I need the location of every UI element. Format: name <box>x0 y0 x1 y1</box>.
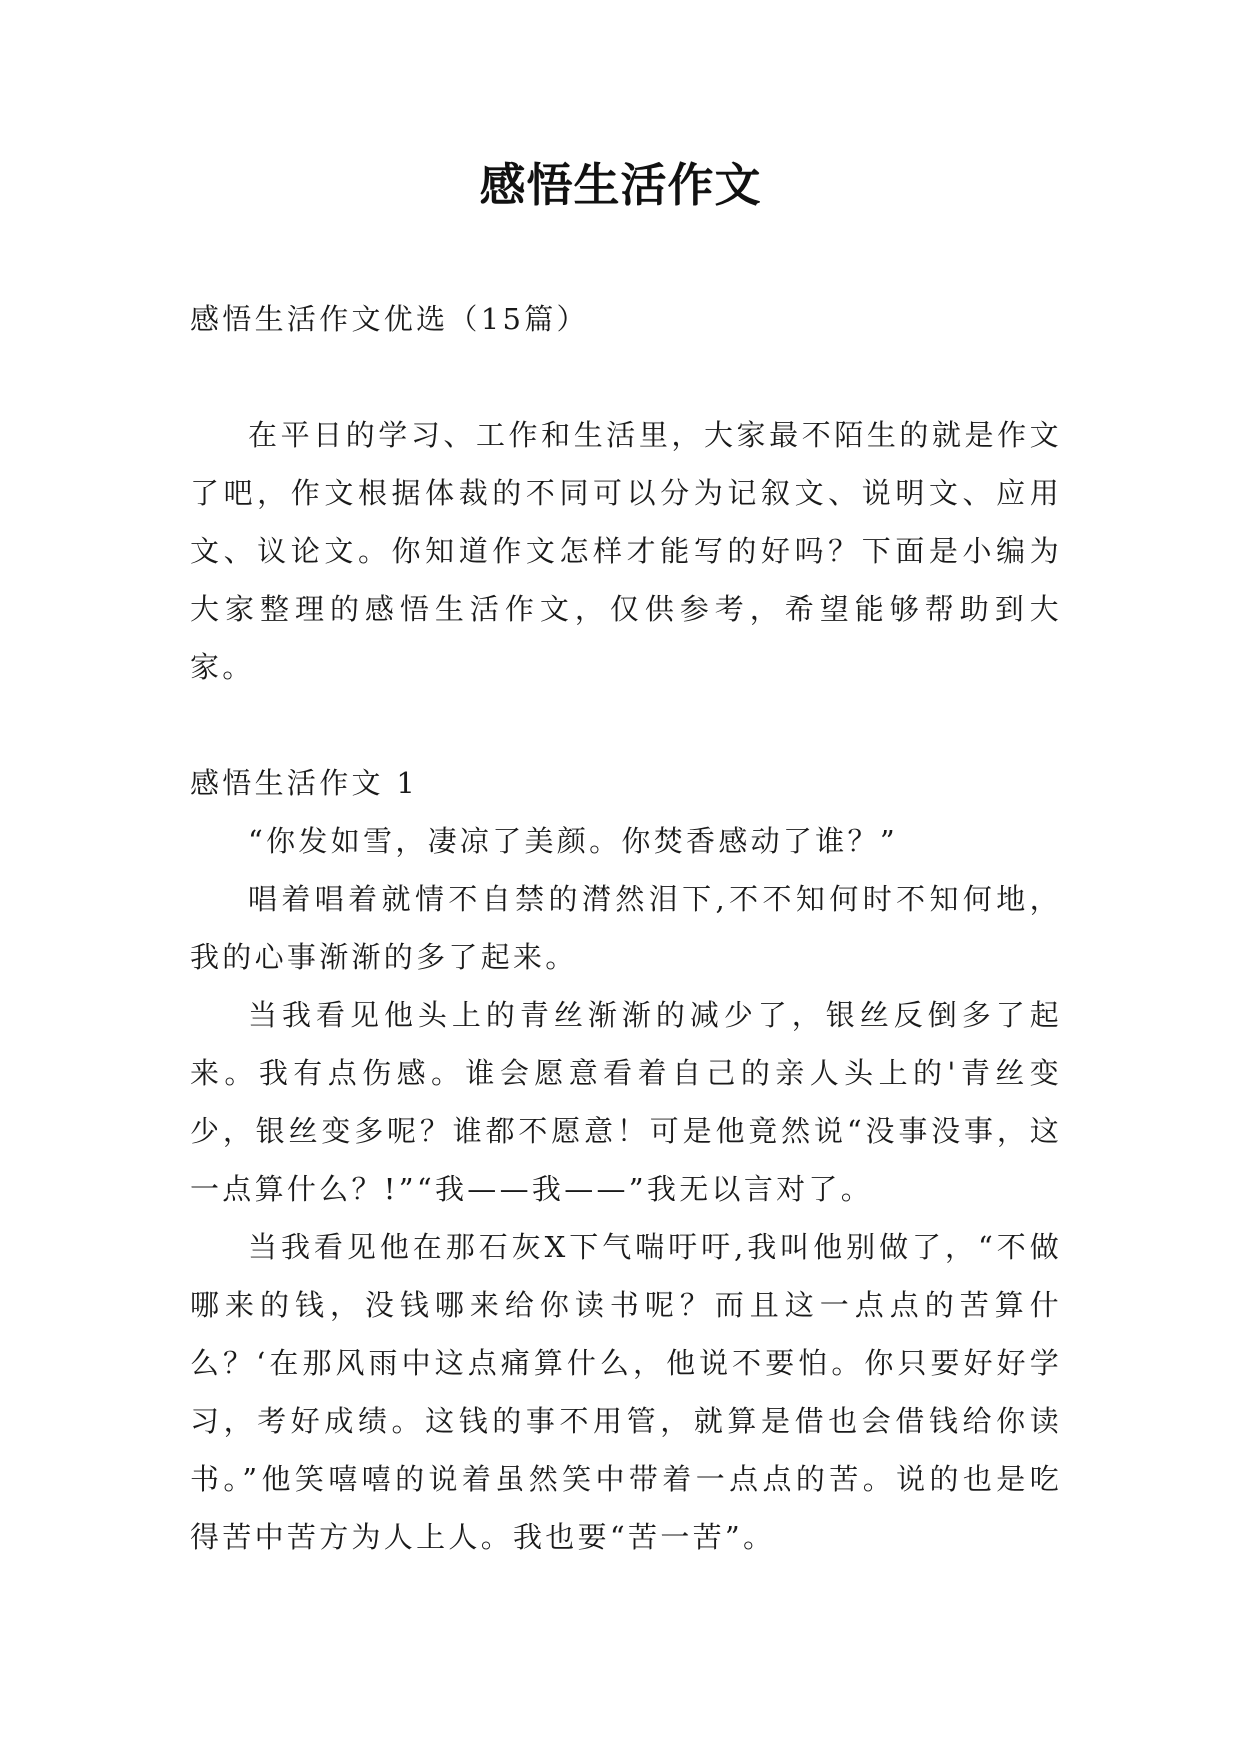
body-paragraph: 当我看见他头上的青丝渐渐的减少了，银丝反倒多了起来。我有点伤感。谁会愿意看着自己的亲人头上的'青丝变少，银丝变多呢？谁都不愿意！可是他竟然说“没事没事，这一点算什么？!”“我——我——”我无以言对了。 <box>190 998 1062 1206</box>
spacer <box>190 696 1062 754</box>
body-paragraph: 当我看见他在那石灰X下气喘吁吁,我叫他别做了，“不做哪来的钱，没钱哪来给你读书呢？而且这一点点的苦算什么？‘在那风雨中这点痛算什么，他说不要怕。你只要好好学习，考好成绩。这钱的事不用管，就算是借也会借钱给你读书。”他笑嘻嘻的说着虽然笑中带着一点点的苦。说的也是吃得苦中苦方为人上人。我也要“苦一苦”。 <box>190 1230 1062 1554</box>
body-paragraph: 唱着唱着就情不自禁的潸然泪下,不不知何时不知何地，我的心事渐渐的多了起来。 <box>190 882 1062 974</box>
document-subtitle: 感悟生活作文优选（15篇） <box>190 302 589 336</box>
document-title: 感悟生活作文 <box>479 158 762 212</box>
spacer <box>190 348 1062 406</box>
body-paragraph: “你发如雪，凄凉了美颜。你焚香感动了谁？” <box>248 824 898 858</box>
intro-paragraph: 在平日的学习、工作和生活里，大家最不陌生的就是作文了吧，作文根据体裁的不同可以分为记叙文、说明文、应用文、议论文。你知道作文怎样才能写的好吗？下面是小编为大家整理的感悟生活作文，仅供参考，希望能够帮助到大家。 <box>190 418 1062 684</box>
section-heading: 感悟生活作文 1 <box>190 766 419 800</box>
document-body <box>190 290 1062 1566</box>
